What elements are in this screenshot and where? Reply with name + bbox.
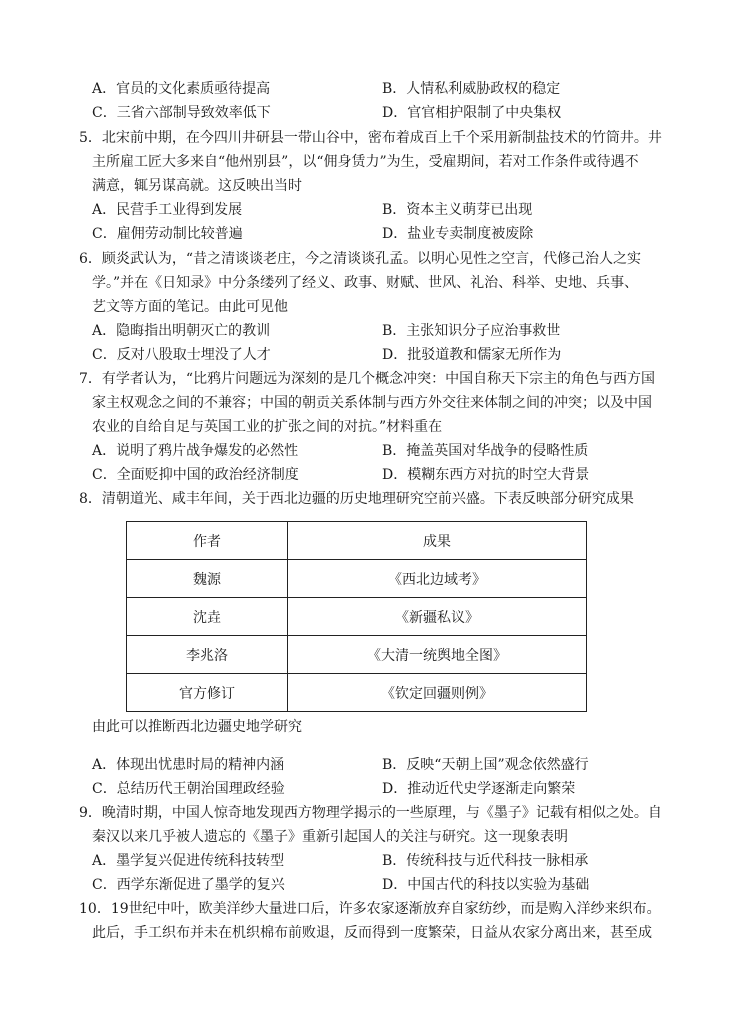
- q5-option-d[interactable]: D．盐业专卖制度被废除: [382, 226, 534, 242]
- table-cell-author: 李兆洛: [127, 636, 288, 674]
- table-cell-author: 魏源: [127, 560, 288, 598]
- q7-options-row-2: [92, 465, 652, 485]
- q8-options-row-2: [92, 779, 652, 799]
- q5-options-row-2: [92, 224, 652, 244]
- q8-option-d[interactable]: D．推动近代史学逐渐走向繁荣: [382, 781, 576, 797]
- table-row: [127, 636, 587, 674]
- q6-options-row-2: [92, 345, 652, 365]
- q10-stem-line-1: 10．19世纪中叶，欧美洋纱大量进口后，许多农家逐渐放弃自家纺纱，而是购入洋纱来织布。: [79, 901, 661, 917]
- q5-stem-line-1: 5．北宋前中期，在今四川井研县一带山谷中，密布着成百上千个采用新制盐技术的竹筒井。井: [79, 130, 662, 146]
- q9-option-b[interactable]: B．传统科技与近代科技一脉相承: [382, 853, 589, 869]
- q7-stem-line-2: 家主权观念之间的不兼容；中国的朝贡关系体制与西方外交往来体制之间的冲突；以及中国: [92, 395, 652, 411]
- table-header-author: 作者: [127, 522, 288, 560]
- q5-option-a[interactable]: A．民营手工业得到发展: [92, 202, 243, 218]
- table-cell-author: 沈垚: [127, 598, 288, 636]
- q5-options-row-1: [92, 200, 652, 220]
- q9-option-c[interactable]: C．西学东渐促进了墨学的复兴: [92, 877, 285, 893]
- q9-options-row-1: [92, 851, 652, 871]
- q6-options-row-1: [92, 321, 652, 341]
- q5-stem-line-2: 主所雇工匠大多来自“他州别县”，以“佣身赁力”为生，受雇期间，若对工作条件或待遇不: [92, 154, 639, 170]
- table-row: [127, 598, 587, 636]
- q8-stem-line: 8．清朝道光、咸丰年间，关于西北边疆的历史地理研究空前兴盛。下表反映部分研究成果: [79, 491, 634, 507]
- table-row: [127, 560, 587, 598]
- q4-option-c[interactable]: C．三省六部制导致效率低下: [92, 105, 271, 121]
- q9-stem-line-1: 9．晚清时期，中国人惊奇地发现西方物理学揭示的一些原理，与《墨子》记载有相似之处。自: [79, 805, 662, 821]
- q6-option-d[interactable]: D．批驳道教和儒家无所作为: [382, 347, 562, 363]
- q6-stem-line-2: 学。”并在《日知录》中分条缕列了经义、政事、财赋、世风、礼治、科举、史地、兵事、: [92, 275, 639, 291]
- table-cell-result: 《钦定回疆则例》: [288, 674, 587, 712]
- q7-options-row-1: [92, 441, 652, 461]
- q10-stem-line-2: 此后，手工织布并未在机织棉布前败退，反而得到一度繁荣，日益从农家分离出来，甚至成: [92, 925, 652, 941]
- table-cell-result: 《新疆私议》: [288, 598, 587, 636]
- q4-option-b[interactable]: B．人情私利威胁政权的稳定: [382, 81, 561, 97]
- q9-option-d[interactable]: D．中国古代的科技以实验为基础: [382, 877, 590, 893]
- q8-results-table: [126, 521, 587, 712]
- table-cell-result: 《大清一统舆地全图》: [288, 636, 587, 674]
- q7-stem-line-3: 农业的自给自足与英国工业的扩张之间的对抗。”材料重在: [92, 419, 443, 435]
- q4-options-row-2: [92, 103, 652, 123]
- q7-option-b[interactable]: B．掩盖英国对华战争的侵略性质: [382, 443, 589, 459]
- q5-option-c[interactable]: C．雇佣劳动制比较普遍: [92, 226, 243, 242]
- q5-option-b[interactable]: B．资本主义萌芽已出现: [382, 202, 533, 218]
- q7-option-c[interactable]: C．全面贬抑中国的政治经济制度: [92, 467, 299, 483]
- q8-option-c[interactable]: C．总结历代王朝治国理政经验: [92, 781, 285, 797]
- table-header-row: [127, 522, 587, 560]
- q5-stem-line-3: 满意，辄另谋高就。这反映出当时: [92, 178, 302, 194]
- table-cell-result: 《西北边域考》: [288, 560, 587, 598]
- q6-option-c[interactable]: C．反对八股取士埋没了人才: [92, 347, 271, 363]
- q6-stem-line-1: 6．顾炎武认为，“昔之清谈谈老庄，今之清谈谈孔孟。以明心见性之空言，代修己治人之实: [79, 251, 642, 267]
- q7-option-a[interactable]: A．说明了鸦片战争爆发的必然性: [92, 443, 299, 459]
- q8-options-row-1: [92, 755, 652, 775]
- q9-option-a[interactable]: A．墨学复兴促进传统科技转型: [92, 853, 285, 869]
- q7-option-d[interactable]: D．模糊东西方对抗的时空大背景: [382, 467, 590, 483]
- q7-stem-line-1: 7．有学者认为，“比鸦片问题远为深刻的是几个概念冲突：中国自称天下宗主的角色与西方国: [79, 371, 656, 387]
- q8-option-b[interactable]: B．反映“天朝上国”观念依然盛行: [382, 757, 589, 773]
- q9-options-row-2: [92, 875, 652, 895]
- q4-option-a[interactable]: A．官员的文化素质亟待提高: [92, 81, 271, 97]
- q8-option-a[interactable]: A．体现出忧患时局的精神内涵: [92, 757, 285, 773]
- q6-option-b[interactable]: B．主张知识分子应治事救世: [382, 323, 561, 339]
- table-row: [127, 674, 587, 712]
- q4-options-row-1: [92, 79, 652, 99]
- table-cell-author: 官方修订: [127, 674, 288, 712]
- q6-option-a[interactable]: A．隐晦指出明朝灭亡的教训: [92, 323, 271, 339]
- q9-stem-line-2: 秦汉以来几乎被人遗忘的《墨子》重新引起国人的关注与研究。这一现象表明: [92, 829, 568, 845]
- table-header-result: 成果: [288, 522, 587, 560]
- q8-after-table-line: 由此可以推断西北边疆史地学研究: [92, 719, 302, 735]
- q6-stem-line-3: 艺文等方面的笔记。由此可见他: [92, 299, 288, 315]
- q4-option-d[interactable]: D．官官相护限制了中央集权: [382, 105, 562, 121]
